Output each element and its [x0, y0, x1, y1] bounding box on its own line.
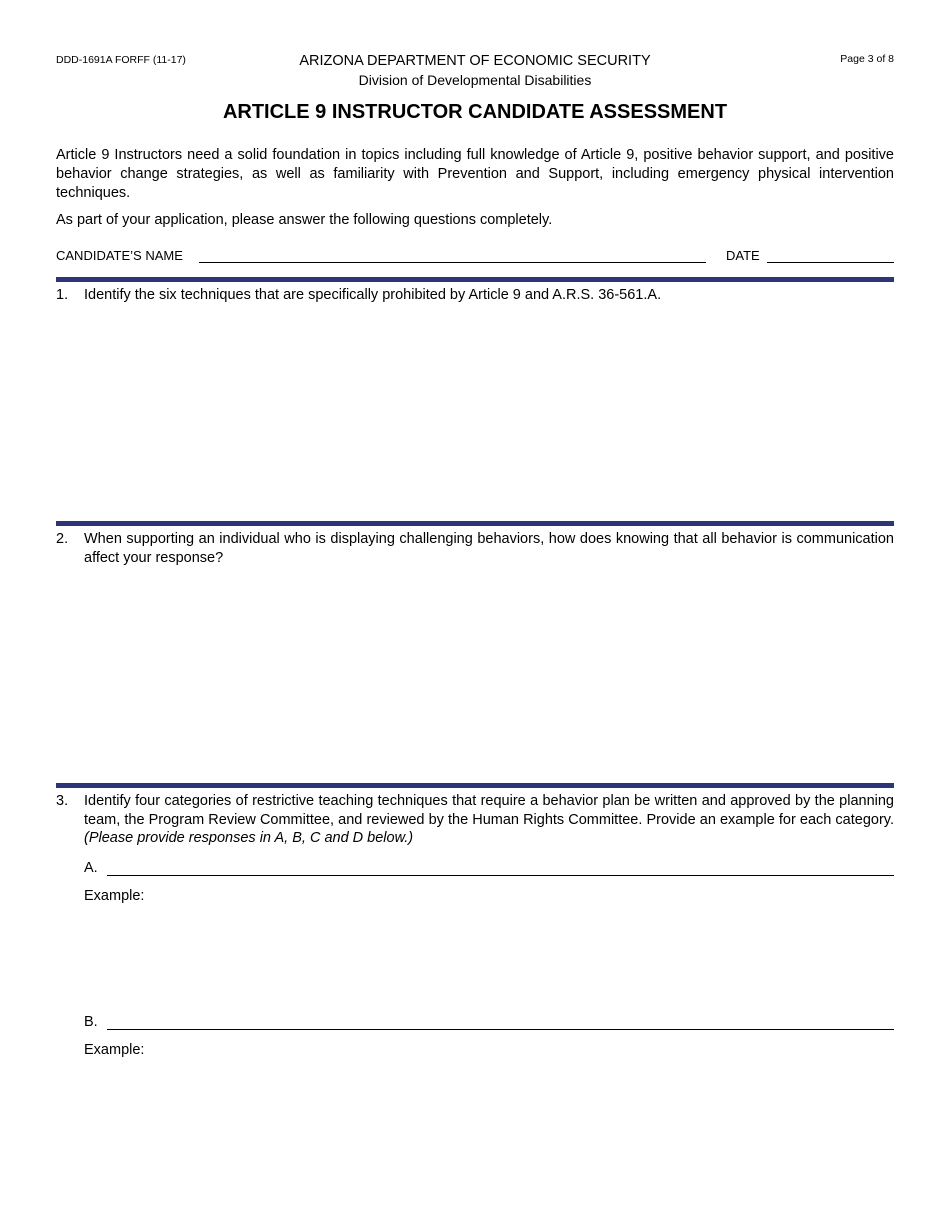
subitem-a [84, 860, 894, 880]
page-title: ARTICLE 9 INSTRUCTOR CANDIDATE ASSESSMENT [222, 101, 728, 123]
candidate-name-field[interactable] [199, 262, 706, 263]
form-page [56, 0, 894, 1230]
form-code: DDD-1691A FORFF (11-17) [56, 54, 186, 66]
date-field[interactable] [767, 262, 894, 263]
date-label: DATE [726, 248, 760, 263]
instruction-text: As part of your application, please answer the following questions completely. [56, 212, 553, 228]
question-2 [56, 530, 894, 567]
subitem-b-field[interactable] [107, 1029, 894, 1030]
question-text [84, 792, 894, 848]
question-text-main: Identify four categories of restrictive teaching techniques that require a behavior plan be written and approved by the planning team, the Program Review Committee, and reviewed by the Human Rights Committee. Provide an example for each category. [84, 793, 894, 828]
question-number: 1. [56, 287, 69, 303]
question-number: 2. [56, 531, 69, 547]
section-divider [56, 277, 894, 282]
example-label-b: Example: [84, 1042, 145, 1058]
subitem-b [84, 1014, 894, 1034]
agency-name: ARIZONA DEPARTMENT OF ECONOMIC SECURITY [299, 53, 651, 69]
candidate-name-label: CANDIDATE’S NAME [56, 248, 183, 263]
question-note: (Please provide responses in A, B, C and D below.) [84, 830, 414, 846]
subitem-label: B. [84, 1014, 98, 1030]
intro-paragraph: Article 9 Instructors need a solid foundation in topics including full knowledge of Article 9, positive behavior support, and positive behavior change strategies, as well as familiarity with Prevention and Support, including emergency physical intervention techniques. [56, 147, 894, 201]
question-number: 3. [56, 793, 69, 809]
example-area-b[interactable] [84, 1062, 894, 1182]
section-divider [56, 521, 894, 526]
division-name: Division of Developmental Disabilities [358, 72, 592, 88]
question-text: Identify the six techniques that are specifically prohibited by Article 9 and A.R.S. 36-561.A. [84, 287, 662, 303]
subitem-a-field[interactable] [107, 875, 894, 876]
example-area-a[interactable] [84, 908, 894, 1008]
example-label-a: Example: [84, 888, 145, 904]
question-text: When supporting an individual who is displaying challenging behaviors, how does knowing that all behavior is communication affect your response? [84, 531, 894, 566]
answer-area-2[interactable] [56, 570, 894, 780]
question-1 [56, 286, 894, 305]
answer-area-1[interactable] [56, 308, 894, 518]
candidate-info-row [56, 248, 894, 266]
page-number: Page 3 of 8 [840, 53, 894, 65]
question-3 [56, 792, 894, 848]
subitem-label: A. [84, 860, 98, 876]
section-divider [56, 783, 894, 788]
